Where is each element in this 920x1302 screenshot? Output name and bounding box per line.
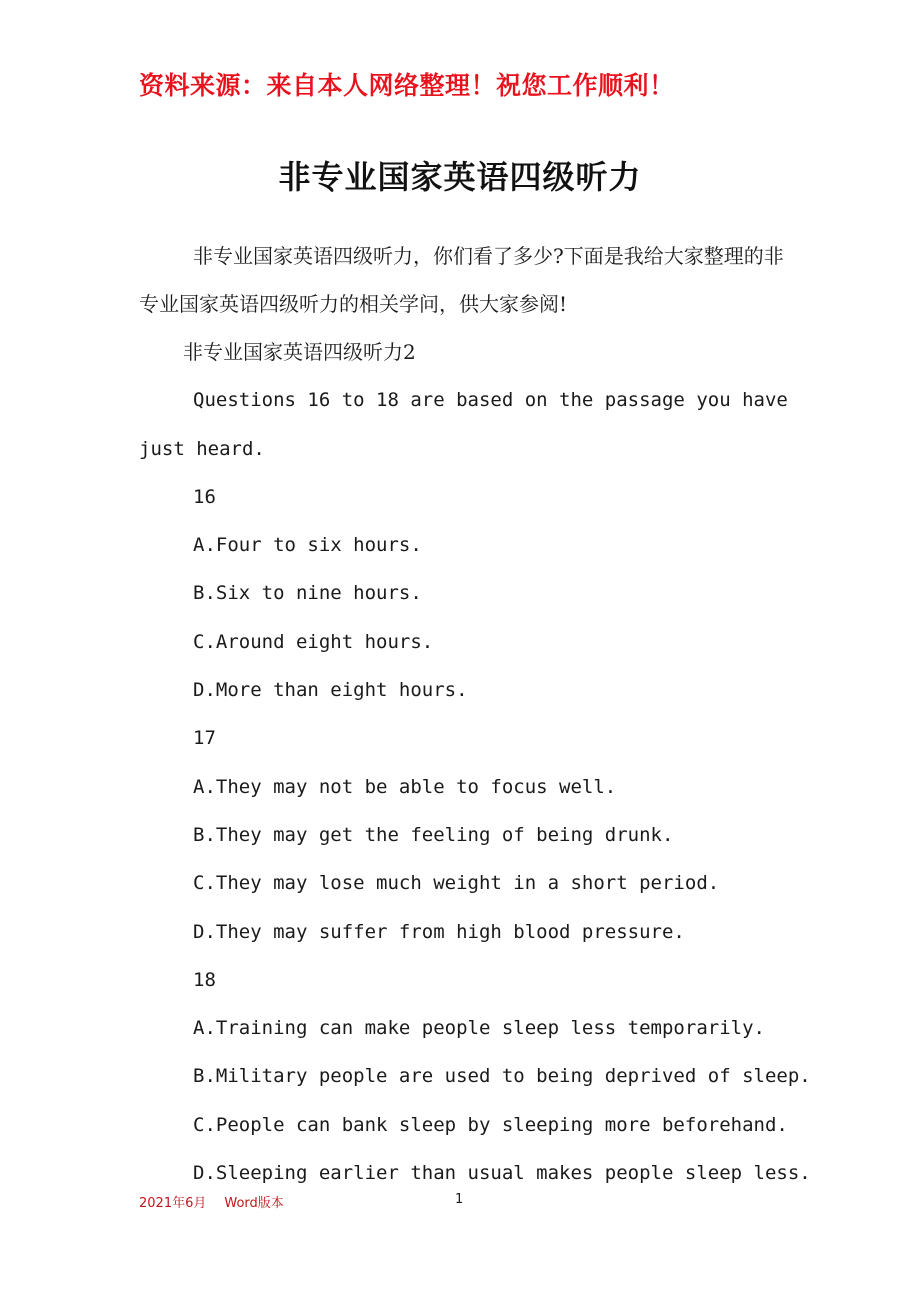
intro-paragraph: 非专业国家英语四级听力，你们看了多少?下面是我给大家整理的非专业国家英语四级听力的相关学问，供大家参阅! xyxy=(139,244,784,316)
answer-option: D.More than eight hours. xyxy=(193,679,468,702)
question-number: 16 xyxy=(193,485,216,508)
answer-option: A.They may not be able to focus well. xyxy=(193,775,617,798)
document-title: 非专业国家英语四级听力 xyxy=(278,158,642,196)
answer-option: C.They may lose much weight in a short period. xyxy=(193,872,720,895)
answer-option: C.People can bank sleep by sleeping more beforehand. xyxy=(193,1113,788,1136)
answer-option: B.Military people are used to being deprived of sleep. xyxy=(193,1065,811,1088)
document-body xyxy=(139,328,811,1197)
footer-date: 2021年6月 xyxy=(139,1196,207,1211)
source-banner: 资料来源：来自本人网络整理！祝您工作顺利！ xyxy=(139,71,675,100)
footer-version: Word版本 xyxy=(224,1196,284,1211)
answer-option: A.Training can make people sleep less temporarily. xyxy=(193,1017,765,1040)
answer-option: D.They may suffer from high blood pressure. xyxy=(193,920,685,943)
page-number: 1 xyxy=(455,1192,464,1207)
answer-option: B.Six to nine hours. xyxy=(193,582,422,605)
answer-option: B.They may get the feeling of being drunk. xyxy=(193,823,674,846)
instructions: Questions 16 to 18 are based on the passage you have just heard. xyxy=(139,389,788,460)
answer-option: A.Four to six hours. xyxy=(193,534,422,557)
answer-option: C.Around eight hours. xyxy=(193,630,434,653)
question-number: 17 xyxy=(193,727,216,750)
question-number: 18 xyxy=(193,968,216,991)
section-heading: 非专业国家英语四级听力2 xyxy=(183,340,416,364)
footer-info xyxy=(139,1192,284,1211)
answer-option: D.Sleeping earlier than usual makes people sleep less. xyxy=(193,1162,811,1185)
